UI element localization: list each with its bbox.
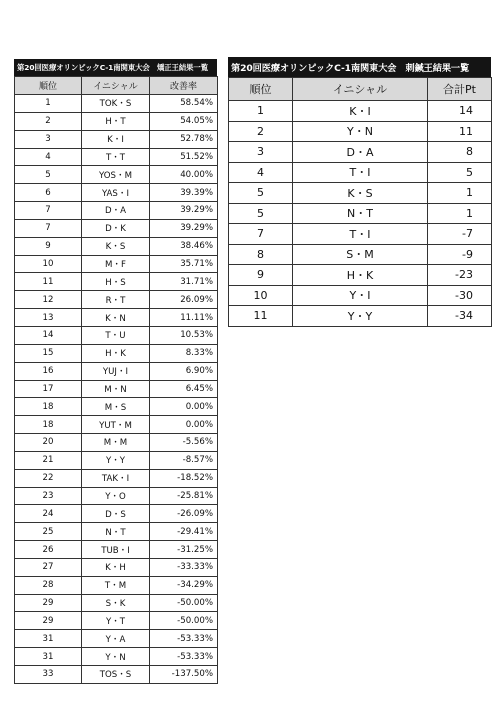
- rank-cell: 5: [229, 203, 293, 224]
- rank-cell: 18: [15, 398, 82, 416]
- improvement-rate-cell: 52.78%: [150, 130, 218, 148]
- improvement-rate-cell: -137.50%: [150, 666, 218, 684]
- table-row: [15, 380, 218, 398]
- table-row: [15, 362, 218, 380]
- table-row: [229, 121, 492, 142]
- initials-cell: T・T: [82, 148, 150, 166]
- initials-cell: K・H: [82, 558, 150, 576]
- column-header-rank: 順位: [15, 77, 82, 95]
- initials-cell: S・M: [293, 244, 428, 265]
- total-points-cell: 8: [428, 142, 492, 163]
- table-row: [15, 273, 218, 291]
- improvement-rate-cell: -5.56%: [150, 434, 218, 452]
- initials-cell: YOS・M: [82, 166, 150, 184]
- rank-cell: 21: [15, 451, 82, 469]
- rank-cell: 15: [15, 344, 82, 362]
- improvement-rate-cell: 39.29%: [150, 219, 218, 237]
- initials-cell: Y・T: [82, 612, 150, 630]
- rank-cell: 29: [15, 594, 82, 612]
- rank-cell: 11: [229, 306, 293, 327]
- improvement-rate-cell: 40.00%: [150, 166, 218, 184]
- initials-cell: M・M: [82, 434, 150, 452]
- initials-cell: H・K: [293, 265, 428, 286]
- initials-cell: D・K: [82, 219, 150, 237]
- rank-cell: 2: [15, 112, 82, 130]
- rank-cell: 14: [15, 326, 82, 344]
- initials-cell: D・A: [82, 202, 150, 220]
- table-row: [15, 255, 218, 273]
- orthodontic-results-sheet: [14, 59, 217, 684]
- initials-cell: Y・Y: [82, 451, 150, 469]
- improvement-rate-cell: 26.09%: [150, 291, 218, 309]
- rank-cell: 1: [229, 101, 293, 122]
- rank-cell: 3: [15, 130, 82, 148]
- initials-cell: N・T: [293, 203, 428, 224]
- table-row: [15, 130, 218, 148]
- rank-cell: 16: [15, 362, 82, 380]
- rank-cell: 7: [229, 224, 293, 245]
- table-row: [15, 202, 218, 220]
- improvement-rate-cell: -29.41%: [150, 523, 218, 541]
- initials-cell: K・I: [82, 130, 150, 148]
- initials-cell: YUT・M: [82, 416, 150, 434]
- header-row: [229, 78, 492, 101]
- table-row: [229, 285, 492, 306]
- rank-cell: 9: [229, 265, 293, 286]
- rank-cell: 25: [15, 523, 82, 541]
- rank-cell: 31: [15, 648, 82, 666]
- initials-cell: M・S: [82, 398, 150, 416]
- table-row: [15, 95, 218, 113]
- table-row: [15, 434, 218, 452]
- table-row: [15, 541, 218, 559]
- improvement-rate-cell: -34.29%: [150, 576, 218, 594]
- sheet-title: 第20回医療オリンピックC-1南関東大会 刺鍼王結果一覧: [228, 57, 491, 77]
- results-table: [228, 77, 492, 327]
- improvement-rate-cell: 39.39%: [150, 184, 218, 202]
- table-row: [15, 558, 218, 576]
- table-row: [229, 265, 492, 286]
- improvement-rate-cell: 51.52%: [150, 148, 218, 166]
- table-row: [15, 505, 218, 523]
- initials-cell: K・S: [293, 183, 428, 204]
- improvement-rate-cell: -8.57%: [150, 451, 218, 469]
- improvement-rate-cell: 38.46%: [150, 237, 218, 255]
- table-row: [229, 101, 492, 122]
- rank-cell: 23: [15, 487, 82, 505]
- rank-cell: 6: [15, 184, 82, 202]
- improvement-rate-cell: -26.09%: [150, 505, 218, 523]
- results-table-body: [229, 101, 492, 327]
- rank-cell: 7: [15, 202, 82, 220]
- results-table: [14, 76, 218, 684]
- table-row: [229, 224, 492, 245]
- rank-cell: 7: [15, 219, 82, 237]
- initials-cell: D・A: [293, 142, 428, 163]
- improvement-rate-cell: 35.71%: [150, 255, 218, 273]
- rank-cell: 10: [15, 255, 82, 273]
- table-row: [15, 612, 218, 630]
- improvement-rate-cell: -53.33%: [150, 630, 218, 648]
- initials-cell: Y・A: [82, 630, 150, 648]
- rank-cell: 22: [15, 469, 82, 487]
- rank-cell: 24: [15, 505, 82, 523]
- rank-cell: 27: [15, 558, 82, 576]
- improvement-rate-cell: 58.54%: [150, 95, 218, 113]
- table-row: [229, 183, 492, 204]
- table-row: [229, 162, 492, 183]
- improvement-rate-cell: -25.81%: [150, 487, 218, 505]
- initials-cell: S・K: [82, 594, 150, 612]
- initials-cell: Y・N: [293, 121, 428, 142]
- column-header-total-points: 合計Pt: [428, 78, 492, 101]
- initials-cell: K・N: [82, 309, 150, 327]
- results-table-body: [15, 95, 218, 684]
- rank-cell: 29: [15, 612, 82, 630]
- improvement-rate-cell: 0.00%: [150, 398, 218, 416]
- rank-cell: 8: [229, 244, 293, 265]
- rank-cell: 28: [15, 576, 82, 594]
- initials-cell: N・T: [82, 523, 150, 541]
- rank-cell: 5: [15, 166, 82, 184]
- column-header-initials: イニシャル: [82, 77, 150, 95]
- initials-cell: T・M: [82, 576, 150, 594]
- rank-cell: 3: [229, 142, 293, 163]
- table-row: [15, 344, 218, 362]
- table-row: [15, 648, 218, 666]
- header-row: [15, 77, 218, 95]
- table-row: [229, 142, 492, 163]
- initials-cell: Y・O: [82, 487, 150, 505]
- table-row: [15, 219, 218, 237]
- initials-cell: H・K: [82, 344, 150, 362]
- column-header-initials: イニシャル: [293, 78, 428, 101]
- initials-cell: K・I: [293, 101, 428, 122]
- total-points-cell: 14: [428, 101, 492, 122]
- total-points-cell: 1: [428, 203, 492, 224]
- improvement-rate-cell: -31.25%: [150, 541, 218, 559]
- total-points-cell: 5: [428, 162, 492, 183]
- improvement-rate-cell: -53.33%: [150, 648, 218, 666]
- initials-cell: T・I: [293, 224, 428, 245]
- table-row: [229, 203, 492, 224]
- total-points-cell: -23: [428, 265, 492, 286]
- initials-cell: H・T: [82, 112, 150, 130]
- improvement-rate-cell: 6.90%: [150, 362, 218, 380]
- improvement-rate-cell: -50.00%: [150, 612, 218, 630]
- improvement-rate-cell: 11.11%: [150, 309, 218, 327]
- rank-cell: 31: [15, 630, 82, 648]
- initials-cell: H・S: [82, 273, 150, 291]
- table-row: [15, 487, 218, 505]
- rank-cell: 4: [229, 162, 293, 183]
- table-row: [229, 244, 492, 265]
- initials-cell: T・U: [82, 326, 150, 344]
- rank-cell: 10: [229, 285, 293, 306]
- rank-cell: 20: [15, 434, 82, 452]
- table-row: [15, 309, 218, 327]
- total-points-cell: 11: [428, 121, 492, 142]
- improvement-rate-cell: 10.53%: [150, 326, 218, 344]
- sheet-title: 第20回医療オリンピックC-1南関東大会 矯正王結果一覧: [14, 59, 217, 76]
- table-row: [15, 291, 218, 309]
- table-row: [15, 237, 218, 255]
- rank-cell: 26: [15, 541, 82, 559]
- initials-cell: M・N: [82, 380, 150, 398]
- improvement-rate-cell: -50.00%: [150, 594, 218, 612]
- improvement-rate-cell: 6.45%: [150, 380, 218, 398]
- table-row: [15, 576, 218, 594]
- total-points-cell: -9: [428, 244, 492, 265]
- column-header-improvement-rate: 改善率: [150, 77, 218, 95]
- initials-cell: T・I: [293, 162, 428, 183]
- initials-cell: TUB・I: [82, 541, 150, 559]
- table-row: [15, 148, 218, 166]
- rank-cell: 9: [15, 237, 82, 255]
- table-row: [15, 184, 218, 202]
- rank-cell: 12: [15, 291, 82, 309]
- improvement-rate-cell: -18.52%: [150, 469, 218, 487]
- total-points-cell: -34: [428, 306, 492, 327]
- initials-cell: TOS・S: [82, 666, 150, 684]
- rank-cell: 5: [229, 183, 293, 204]
- initials-cell: D・S: [82, 505, 150, 523]
- table-row: [229, 306, 492, 327]
- initials-cell: TAK・I: [82, 469, 150, 487]
- rank-cell: 1: [15, 95, 82, 113]
- initials-cell: YAS・I: [82, 184, 150, 202]
- table-row: [15, 416, 218, 434]
- table-row: [15, 469, 218, 487]
- table-row: [15, 594, 218, 612]
- rank-cell: 18: [15, 416, 82, 434]
- table-row: [15, 630, 218, 648]
- initials-cell: Y・Y: [293, 306, 428, 327]
- total-points-cell: 1: [428, 183, 492, 204]
- table-row: [15, 166, 218, 184]
- total-points-cell: -7: [428, 224, 492, 245]
- rank-cell: 2: [229, 121, 293, 142]
- rank-cell: 13: [15, 309, 82, 327]
- rank-cell: 11: [15, 273, 82, 291]
- initials-cell: TOK・S: [82, 95, 150, 113]
- initials-cell: R・T: [82, 291, 150, 309]
- improvement-rate-cell: 8.33%: [150, 344, 218, 362]
- total-points-cell: -30: [428, 285, 492, 306]
- column-header-rank: 順位: [229, 78, 293, 101]
- initials-cell: Y・N: [82, 648, 150, 666]
- initials-cell: K・S: [82, 237, 150, 255]
- improvement-rate-cell: 31.71%: [150, 273, 218, 291]
- initials-cell: YUJ・I: [82, 362, 150, 380]
- improvement-rate-cell: 39.29%: [150, 202, 218, 220]
- table-row: [15, 451, 218, 469]
- rank-cell: 4: [15, 148, 82, 166]
- table-row: [15, 666, 218, 684]
- improvement-rate-cell: 0.00%: [150, 416, 218, 434]
- initials-cell: Y・I: [293, 285, 428, 306]
- rank-cell: 33: [15, 666, 82, 684]
- improvement-rate-cell: -33.33%: [150, 558, 218, 576]
- table-row: [15, 398, 218, 416]
- table-row: [15, 523, 218, 541]
- initials-cell: M・F: [82, 255, 150, 273]
- improvement-rate-cell: 54.05%: [150, 112, 218, 130]
- table-row: [15, 326, 218, 344]
- acupuncture-results-sheet: [228, 57, 491, 327]
- rank-cell: 17: [15, 380, 82, 398]
- table-row: [15, 112, 218, 130]
